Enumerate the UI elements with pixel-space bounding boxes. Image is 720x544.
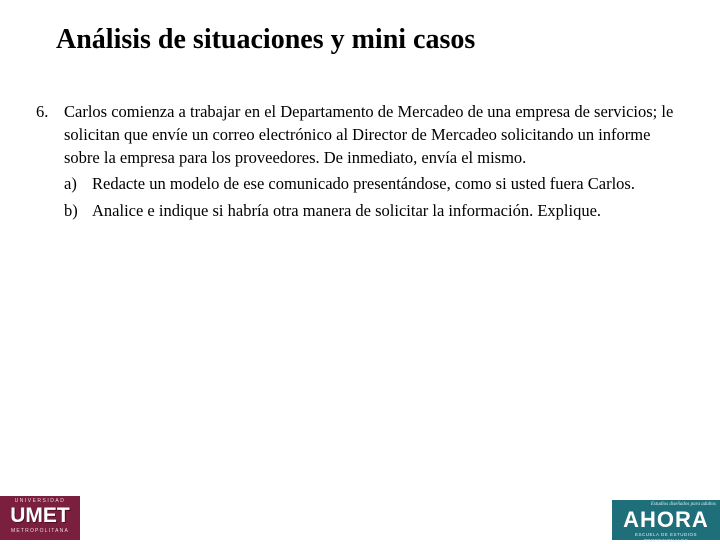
umet-logo-main: UMET <box>10 504 70 527</box>
umet-logo <box>0 496 80 540</box>
slide-title: Análisis de situaciones y mini casos <box>56 24 476 55</box>
question-body <box>64 100 676 222</box>
umet-logo-top: UNIVERSIDAD <box>14 498 66 504</box>
ahora-logo <box>612 500 720 543</box>
question-item <box>36 100 676 222</box>
subitem-b <box>64 199 676 222</box>
subitem-b-text: Analice e indique si habría otra manera de solicitar la información. Explique. <box>92 201 602 220</box>
subitem-a <box>64 172 676 195</box>
subitem-a-letter: a) <box>64 174 77 193</box>
question-row <box>36 100 676 222</box>
subitem-a-text: Redacte un modelo de ese comunicado presentándose, como si usted fuera Carlos. <box>92 174 635 193</box>
question-number: 6. <box>36 102 49 121</box>
umet-logo-bottom: METROPOLITANA <box>10 528 69 534</box>
ahora-logo-main: AHORA <box>623 507 709 532</box>
ahora-logo-bottom: ESCUELA DE ESTUDIOS PROFESIONALES <box>634 532 697 543</box>
ahora-logo-top: Estudios diseñados para adultos <box>650 502 716 507</box>
subitem-b-letter: b) <box>64 201 78 220</box>
question-text: Carlos comienza a trabajar en el Departamento de Mercadeo de una empresa de servicios; le solicitan que envíe un correo electrónico al Director de Mercadeo solicitando un informe sobre la empresa para los proveedores. De inmediato, envía el mismo. <box>64 102 674 167</box>
